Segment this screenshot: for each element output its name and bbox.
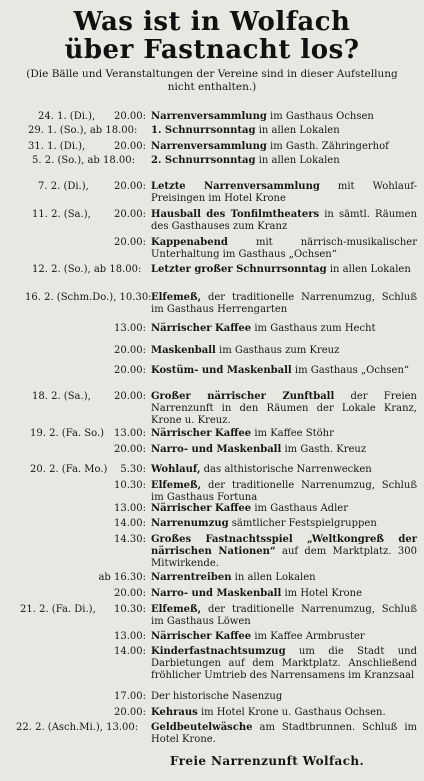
event-title: Letzte Narrenversammlung (151, 181, 320, 192)
event-description (151, 428, 417, 440)
event-title: Elfemeß, (151, 292, 202, 303)
event-title: Großes Fastnachtsspiel „Weltkongreß der närrischen Nationen“ (151, 534, 417, 557)
event-time: ab 16.30: (98, 572, 146, 583)
event-date: 18. 2. (Sa.), (32, 391, 91, 402)
event-time: 14.00: (114, 518, 146, 529)
event-description (151, 237, 417, 261)
event-description (151, 209, 417, 233)
event-title: Geldbeutelwäsche (151, 722, 253, 733)
event-details: in sämtl. Räumen des Gasthauses zum Kranz (151, 209, 418, 232)
event-title: Närrischer Kaffee (151, 631, 252, 642)
event-description (151, 264, 417, 276)
event-date: 16. 2. (Schm.Do.), 10.30: (25, 292, 152, 303)
event-details: in allen Lokalen (255, 125, 340, 136)
event-description (151, 141, 417, 153)
event-time: 13.00: (114, 428, 146, 439)
event-description (151, 646, 417, 682)
event-details: am Stadtbrunnen. Schluß im Hotel Krone. (151, 722, 417, 745)
event-details: mit närrisch-musikalischer Unterhaltung im Gasthaus „Ochsen“ (151, 237, 417, 260)
event-description (151, 464, 417, 476)
event-time: 20.00: (114, 707, 146, 718)
event-time: 20.00: (114, 111, 146, 122)
event-description (151, 155, 417, 167)
event-description (151, 691, 417, 703)
event-date: 21. 2. (Fa. Di.), (20, 604, 96, 615)
event-description (151, 572, 417, 584)
event-time: 20.00: (114, 209, 146, 220)
event-date: 19. 2. (Fa. So.) (30, 428, 105, 439)
event-title: Maskenball (151, 345, 216, 356)
event-description (151, 480, 417, 504)
event-details: im Gasthaus „Ochsen“ (291, 365, 410, 376)
event-title: Narrenumzug (151, 518, 229, 529)
event-date: 24. 1. (Di.), (38, 111, 96, 122)
event-description (151, 722, 417, 746)
event-title: Kinderfastnachtsumzug (151, 646, 286, 657)
event-details: im Gasthaus zum Hecht (251, 323, 376, 334)
event-date: 20. 2. (Fa. Mo.) (30, 464, 108, 475)
event-title: Narro- und Maskenball (151, 588, 282, 599)
event-title: Narrenversammlung (151, 111, 267, 122)
event-description (151, 345, 417, 357)
event-time: 14.00: (114, 646, 146, 657)
event-date: 11. 2. (Sa.), (32, 209, 91, 220)
event-details: in allen Lokalen (326, 264, 411, 275)
event-details: im Gasthaus zum Kreuz (215, 345, 340, 356)
event-details: im Kaffee Stöhr (251, 428, 334, 439)
event-description (151, 518, 417, 530)
event-time: 20.00: (114, 141, 146, 152)
event-time: 14.30: (114, 534, 146, 545)
event-details: im Kaffee Armbruster (251, 631, 365, 642)
event-details: im Gasth. Kreuz (281, 444, 367, 455)
event-description (151, 604, 417, 628)
event-details: in allen Lokalen (231, 572, 316, 583)
subtitle: (Die Bälle und Veranstaltungen der Vereine sind in dieser Aufstellung nicht enthalten.) (26, 68, 398, 93)
event-time: 20.00: (114, 237, 146, 248)
event-time: 13.00: (114, 631, 146, 642)
event-description (151, 707, 417, 719)
event-date: 7. 2. (Di.), (38, 181, 89, 192)
event-description (151, 391, 417, 427)
footer-signature: Freie Narrenzunft Wolfach. (170, 754, 365, 768)
event-time: 20.00: (114, 588, 146, 599)
event-details: mit Wohlauf-Preisingen im Hotel Krone (151, 181, 417, 204)
event-date: 12. 2. (So.), ab 18.00: (32, 264, 142, 275)
event-time: 20.00: (114, 365, 146, 376)
event-details: im Hotel Krone u. Gasthaus Ochsen. (197, 707, 386, 718)
event-details: im Gasth. Zähringerhof (266, 141, 389, 152)
event-description (151, 365, 417, 377)
event-description (151, 444, 417, 456)
event-time: 20.00: (114, 181, 146, 192)
event-title: Kappenabend (151, 237, 228, 248)
event-title: Kehraus (151, 707, 198, 718)
event-details: der Freien Narrenzunft in den Räumen der Lokale Kranz, Krone u. Kreuz. (151, 391, 417, 426)
event-date: 29. 1. (So.), ab 18.00: (28, 125, 138, 136)
event-details: der traditionelle Narrenumzug, Schluß im Gasthaus Löwen (151, 604, 417, 627)
event-details: sämtlicher Festspielgruppen (228, 518, 377, 529)
event-title: Närrischer Kaffee (151, 428, 252, 439)
event-details: in allen Lokalen (255, 155, 340, 166)
event-description (151, 125, 417, 137)
event-title: Elfemeß, (151, 604, 202, 615)
event-date: 31. 1. (Di.), (28, 141, 86, 152)
event-details: um die Stadt und Darbietungen auf dem Marktplatz. Anschließend fröhlicher Umtrieb des Narrensamens im Kranzsaal (151, 646, 417, 681)
event-details: das althistorische Narrenwecken (200, 464, 372, 475)
event-title: Hausball des Tonfilmtheaters (151, 209, 320, 220)
event-time: 20.00: (114, 391, 146, 402)
event-title: Letzter großer Schnurrsonntag (151, 264, 327, 275)
event-description (151, 631, 417, 643)
event-description (151, 534, 417, 570)
event-details: Der historische Nasenzug (151, 691, 283, 702)
event-details: im Gasthaus Ochsen (266, 111, 374, 122)
event-details: der traditionelle Narrenumzug, Schluß im Gasthaus Fortuna (151, 480, 417, 503)
event-title: Wohlauf, (151, 464, 201, 475)
event-description (151, 181, 417, 205)
event-details: im Gasthaus Adler (251, 503, 348, 514)
event-time: 17.00: (114, 691, 146, 702)
event-details: auf dem Marktplatz. 300 Mitwirkende. (151, 546, 417, 569)
event-title: Narro- und Maskenball (151, 444, 282, 455)
event-description (151, 111, 417, 123)
event-time: 10.30: (114, 480, 146, 491)
event-date: 22. 2. (Asch.Mi.), 13.00: (16, 722, 139, 733)
event-title: Närrischer Kaffee (151, 503, 252, 514)
title-line-1: Was ist in Wolfach (73, 7, 351, 37)
event-title: Elfemeß, (151, 480, 202, 491)
event-description (151, 503, 417, 515)
event-title: Narrenversammlung (151, 141, 267, 152)
event-time: 20.00: (114, 345, 146, 356)
event-description (151, 588, 417, 600)
event-time: 20.00: (114, 444, 146, 455)
event-title: Großer närrischer Zunftball (151, 391, 335, 402)
title-line-2: über Fastnacht los? (64, 35, 360, 65)
event-time: 5.30: (120, 464, 146, 475)
event-details: im Hotel Krone (281, 588, 363, 599)
event-title: Kostüm- und Maskenball (151, 365, 292, 376)
event-date: 5. 2. (So.), ab 18.00: (32, 155, 136, 166)
event-title: 1. Schnurrsonntag (151, 125, 256, 136)
event-title: 2. Schnurrsonntag (151, 155, 256, 166)
event-time: 10.30: (114, 604, 146, 615)
event-title: Närrischer Kaffee (151, 323, 252, 334)
event-description (151, 323, 417, 335)
event-title: Narrentreiben (151, 572, 232, 583)
event-details: der traditionelle Narrenumzug, Schluß im Gasthaus Herrengarten (151, 292, 417, 315)
event-description (151, 292, 417, 316)
event-time: 13.00: (114, 323, 146, 334)
event-time: 13.00: (114, 503, 146, 514)
